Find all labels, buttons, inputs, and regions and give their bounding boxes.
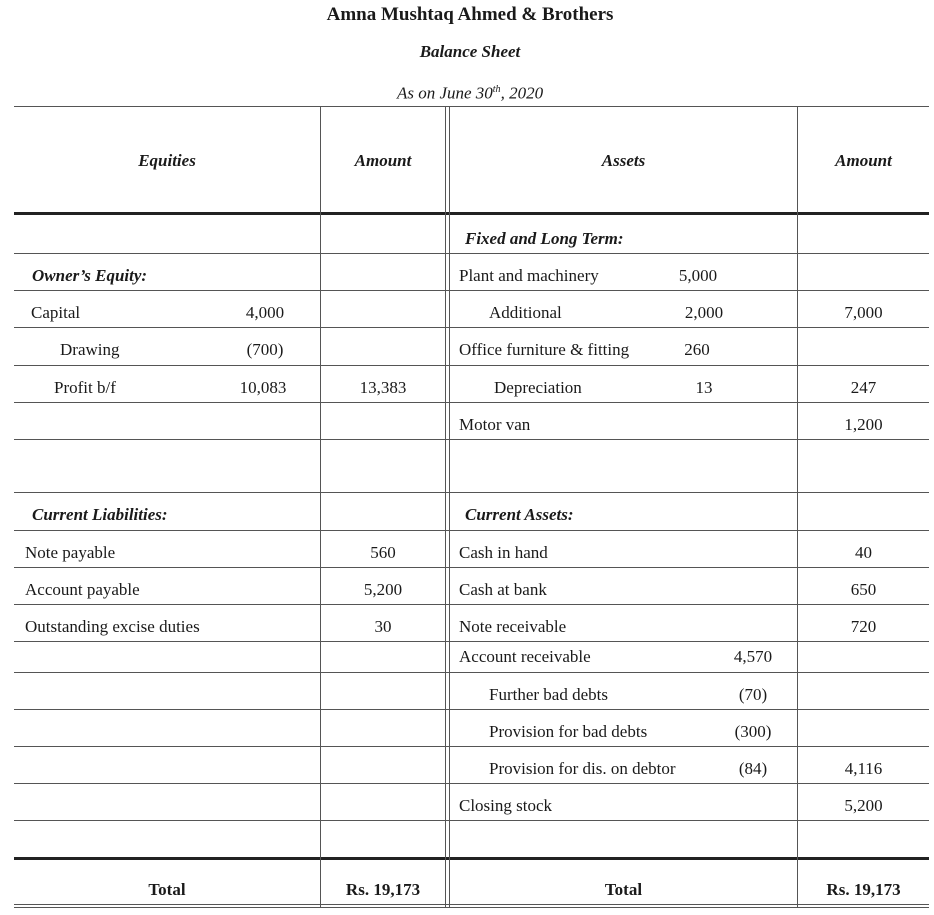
bottom-border-inner bbox=[14, 907, 929, 908]
bad-debts-label: Further bad debts bbox=[489, 685, 608, 704]
date-superscript: th bbox=[492, 84, 501, 95]
statement-date bbox=[3, 80, 934, 104]
note-receivable-label: Note receivable bbox=[459, 617, 567, 636]
row-line bbox=[14, 746, 929, 747]
current-liabilities-heading: Current Liabilities: bbox=[32, 505, 168, 524]
bottom-border bbox=[14, 904, 929, 905]
header-assets: Assets bbox=[601, 151, 646, 170]
header-amount-right: Amount bbox=[835, 151, 892, 170]
current-assets-heading: Current Assets: bbox=[465, 505, 574, 524]
motor-van-total: 1,200 bbox=[844, 415, 883, 434]
row-line bbox=[14, 709, 929, 710]
closing-stock-total: 5,200 bbox=[844, 796, 883, 815]
row-line bbox=[14, 783, 929, 784]
col-line-assets-amount bbox=[797, 106, 798, 908]
drawing-value: (700) bbox=[246, 340, 284, 359]
additional-label: Additional bbox=[489, 303, 562, 322]
row-line bbox=[14, 253, 929, 254]
discount-label: Provision for dis. on debtor bbox=[489, 759, 676, 778]
top-border bbox=[14, 106, 929, 107]
furniture-label: Office furniture & fitting bbox=[459, 340, 630, 359]
row-line bbox=[14, 365, 929, 366]
closing-stock-label: Closing stock bbox=[459, 796, 553, 815]
row-line bbox=[14, 492, 929, 493]
total-right-label: Total bbox=[604, 880, 643, 899]
provision-label: Provision for bad debts bbox=[489, 722, 648, 741]
note-receivable-total: 720 bbox=[850, 617, 877, 636]
company-name: Amna Mushtaq Ahmed & Brothers bbox=[326, 4, 614, 25]
drawing-label: Drawing bbox=[60, 340, 120, 359]
row-line bbox=[14, 820, 929, 821]
row-line bbox=[14, 641, 929, 642]
row-line bbox=[14, 530, 929, 531]
plant-value: 5,000 bbox=[678, 266, 718, 285]
header-equities: Equities bbox=[138, 151, 196, 170]
row-line bbox=[14, 290, 929, 291]
header-separator bbox=[14, 212, 929, 215]
owners-equity-total: 13,383 bbox=[359, 378, 407, 397]
date-prefix: As on June 30 bbox=[396, 83, 493, 103]
furniture-total: 247 bbox=[850, 378, 877, 397]
cash-hand-total: 40 bbox=[855, 543, 872, 562]
row-line bbox=[14, 604, 929, 605]
provision-value: (300) bbox=[734, 722, 772, 741]
plant-total: 7,000 bbox=[844, 303, 883, 322]
date-suffix: , 2020 bbox=[500, 83, 544, 103]
note-payable-value: 560 bbox=[370, 543, 396, 562]
note-payable-label: Note payable bbox=[25, 543, 116, 562]
fixed-assets-heading: Fixed and Long Term: bbox=[465, 229, 624, 248]
cash-hand-label: Cash in hand bbox=[459, 543, 548, 562]
row-line bbox=[14, 567, 929, 568]
depreciation-label: Depreciation bbox=[494, 378, 582, 397]
debtors-total: 4,116 bbox=[844, 759, 883, 778]
capital-label: Capital bbox=[31, 303, 81, 322]
cash-bank-label: Cash at bank bbox=[459, 580, 547, 599]
account-payable-label: Account payable bbox=[25, 580, 140, 599]
excise-label: Outstanding excise duties bbox=[25, 617, 200, 636]
cash-bank-total: 650 bbox=[850, 580, 877, 599]
additional-value: 2,000 bbox=[684, 303, 724, 322]
account-receivable-label: Account receivable bbox=[459, 647, 591, 666]
col-line-mid-2 bbox=[449, 106, 450, 908]
total-right-value: Rs. 19,173 bbox=[826, 880, 901, 899]
row-line bbox=[14, 672, 929, 673]
profit-label: Profit b/f bbox=[54, 378, 116, 397]
excise-value: 30 bbox=[374, 617, 392, 636]
row-line bbox=[14, 402, 929, 403]
bad-debts-value: (70) bbox=[738, 685, 768, 704]
motor-van-label: Motor van bbox=[459, 415, 531, 434]
depreciation-value: 13 bbox=[695, 378, 713, 397]
total-separator bbox=[14, 857, 929, 860]
header-amount-left: Amount bbox=[354, 151, 412, 170]
discount-value: (84) bbox=[738, 759, 768, 778]
plant-label: Plant and machinery bbox=[459, 266, 599, 285]
account-payable-value: 5,200 bbox=[363, 580, 403, 599]
total-left-label: Total bbox=[148, 880, 186, 899]
total-left-value: Rs. 19,173 bbox=[345, 880, 421, 899]
row-line bbox=[14, 439, 929, 440]
profit-value: 10,083 bbox=[239, 378, 287, 397]
statement-title: Balance Sheet bbox=[419, 42, 521, 61]
row-line bbox=[14, 327, 929, 328]
furniture-value: 260 bbox=[684, 340, 710, 359]
capital-value: 4,000 bbox=[245, 303, 285, 322]
account-receivable-value: 4,570 bbox=[733, 647, 773, 666]
col-line-mid-1 bbox=[445, 106, 446, 908]
owners-equity-heading: Owner’s Equity: bbox=[32, 266, 148, 285]
col-line-equity-amount bbox=[320, 106, 321, 908]
